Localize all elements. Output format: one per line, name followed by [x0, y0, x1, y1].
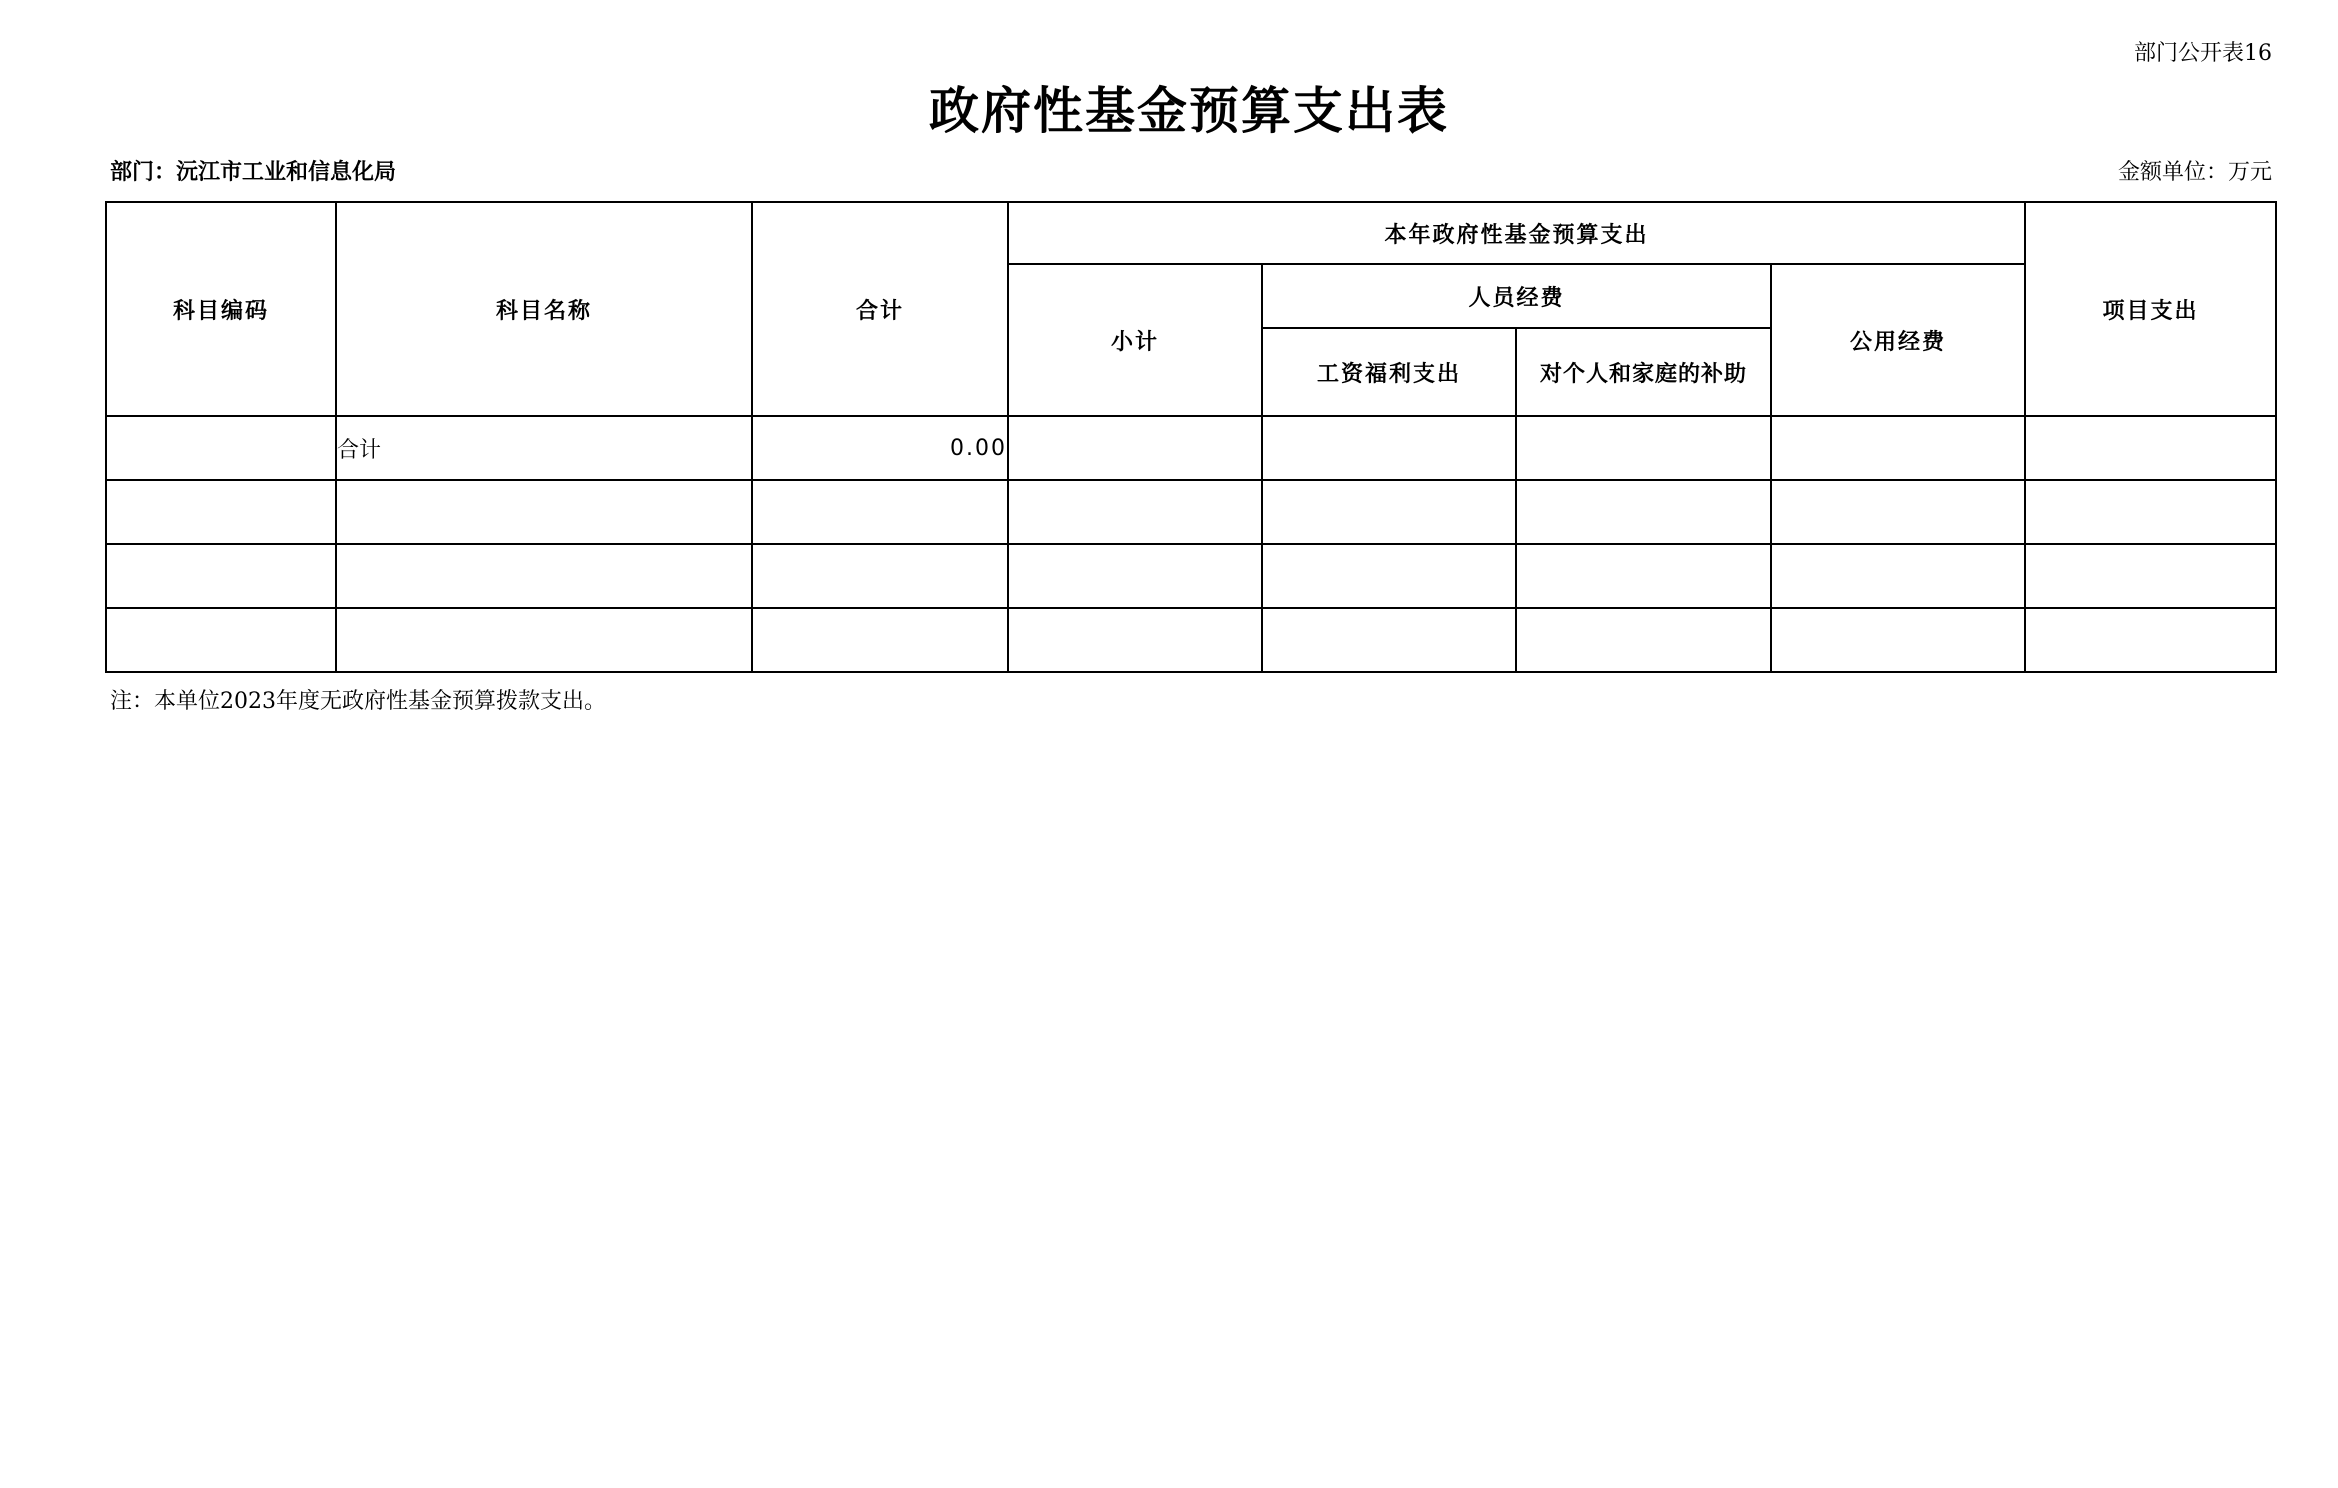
cell-code — [106, 544, 336, 608]
cell-subtotal — [1008, 416, 1262, 480]
footnote: 注：本单位2023年度无政府性基金预算拨款支出。 — [110, 689, 606, 714]
header-subject-name: 科目名称 — [336, 202, 752, 416]
cell-subsidy — [1516, 480, 1771, 544]
cell-subsidy — [1516, 608, 1771, 672]
cell-subsidy — [1516, 544, 1771, 608]
header-public-expenses: 公用经费 — [1771, 264, 2025, 416]
cell-wages — [1262, 416, 1516, 480]
cell-code — [106, 416, 336, 480]
header-row — [106, 202, 2276, 264]
department-label: 部门：沅江市工业和信息化局 — [110, 160, 397, 185]
budget-expenditure-table — [105, 201, 2277, 673]
cell-project — [2025, 480, 2276, 544]
cell-total — [752, 608, 1008, 672]
cell-wages — [1262, 544, 1516, 608]
cell-wages — [1262, 608, 1516, 672]
cell-total: 0.00 — [752, 416, 1008, 480]
cell-total — [752, 544, 1008, 608]
cell-project — [2025, 544, 2276, 608]
cell-subtotal — [1008, 480, 1262, 544]
table-row — [106, 480, 2276, 544]
header-project-expenses: 项目支出 — [2025, 202, 2276, 416]
cell-public — [1771, 416, 2025, 480]
page-title: 政府性基金预算支出表 — [929, 82, 1449, 140]
header-personnel-group: 人员经费 — [1262, 264, 1771, 328]
form-number: 部门公开表16 — [2134, 41, 2272, 66]
cell-code — [106, 480, 336, 544]
cell-subsidy — [1516, 416, 1771, 480]
cell-code — [106, 608, 336, 672]
cell-public — [1771, 608, 2025, 672]
cell-name — [336, 544, 752, 608]
cell-subtotal — [1008, 608, 1262, 672]
cell-project — [2025, 608, 2276, 672]
table-row — [106, 416, 2276, 480]
header-current-year-group: 本年政府性基金预算支出 — [1008, 202, 2025, 264]
header-wages-welfare: 工资福利支出 — [1262, 328, 1516, 416]
header-subtotal: 小计 — [1008, 264, 1262, 416]
header-total: 合计 — [752, 202, 1008, 416]
header-individual-family-subsidy: 对个人和家庭的补助 — [1516, 328, 1771, 416]
cell-name: 合计 — [336, 416, 752, 480]
cell-subtotal — [1008, 544, 1262, 608]
table-row — [106, 608, 2276, 672]
cell-project — [2025, 416, 2276, 480]
cell-wages — [1262, 480, 1516, 544]
amount-unit-label: 金额单位：万元 — [2117, 160, 2272, 185]
cell-total — [752, 480, 1008, 544]
cell-name — [336, 608, 752, 672]
cell-public — [1771, 544, 2025, 608]
table-row — [106, 544, 2276, 608]
header-subject-code: 科目编码 — [106, 202, 336, 416]
cell-public — [1771, 480, 2025, 544]
cell-name — [336, 480, 752, 544]
